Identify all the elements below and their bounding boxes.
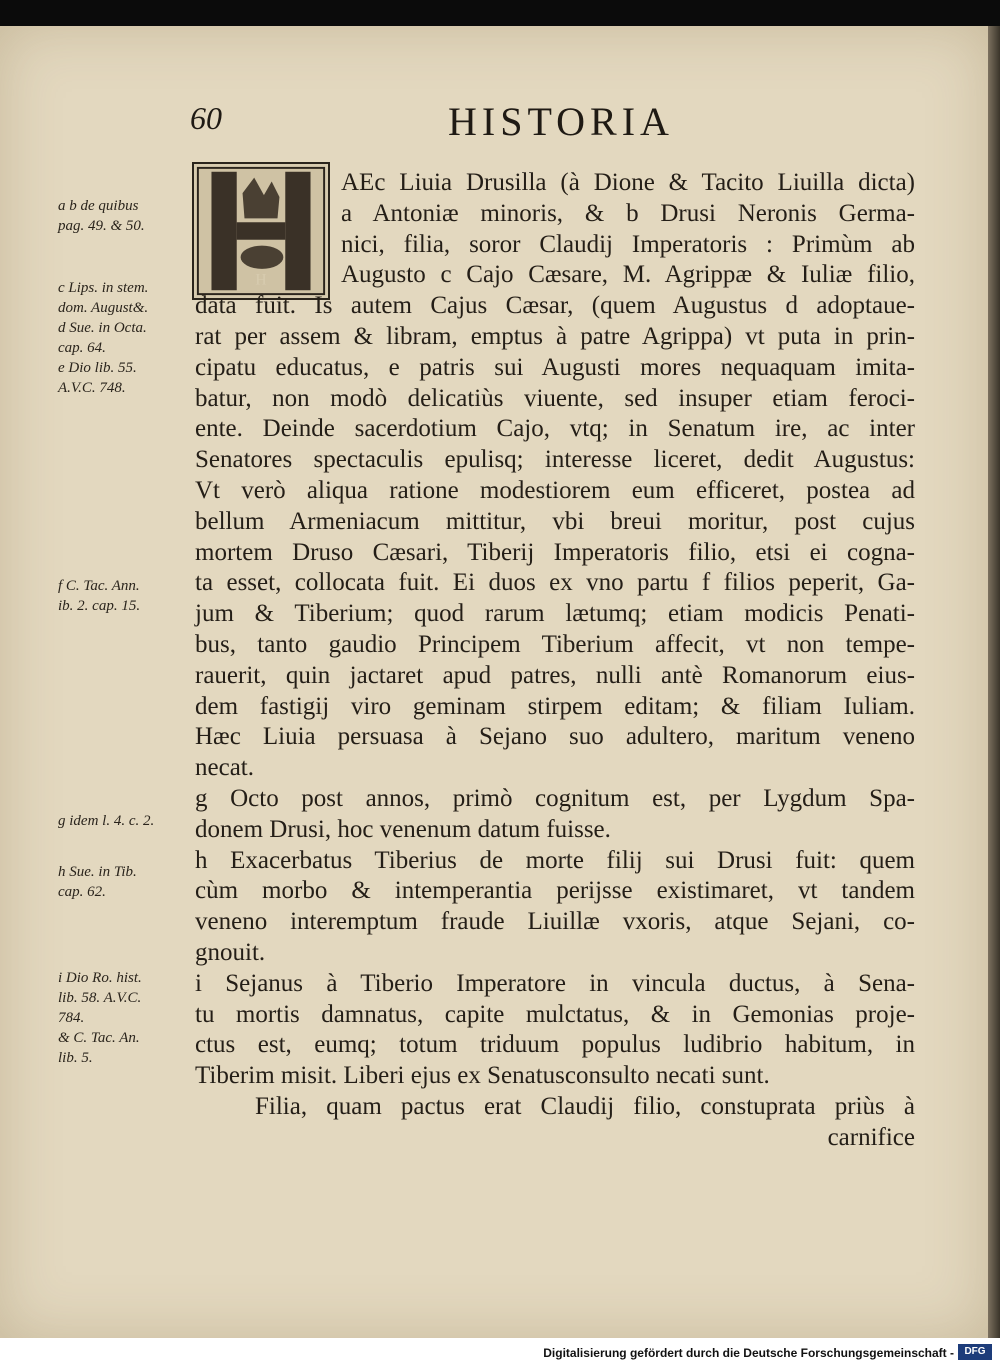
margin-note-line: i Dio Ro. hist. [58, 970, 142, 986]
book-spine [988, 26, 1000, 1338]
text-line: batur, non modò delicatiùs viuente, sed insuper etiam feroci- [195, 384, 915, 412]
text-line: Filia, quam pactus erat Claudij filio, constuprata priùs à [255, 1092, 915, 1120]
margin-note-line: cap. 62. [58, 884, 106, 900]
text-line: data fuit. Is autem Cajus Cæsar, (quem Augustus d adoptaue- [195, 292, 915, 320]
margin-note [58, 196, 190, 236]
text-line: a Antoniæ minoris, & b Drusi Neronis Germa- [341, 199, 915, 227]
text-line: veneno interemptum fraude Liuillæ vxoris, atque Sejani, co- [195, 908, 915, 936]
text-line: donem Drusi, hoc venenum datum fuisse. [195, 815, 611, 843]
text-line: ctus est, eumq; totum triduum populus ludibrio habitum, in [195, 1031, 915, 1059]
margin-note [58, 576, 190, 616]
text-line: cipatu educatus, e patris sui Augusti mores nequaquam imita- [195, 353, 915, 381]
margin-note-line: A.V.C. 748. [58, 380, 126, 396]
margin-note-line: a b de quibus [58, 198, 139, 214]
margin-note-line: cap. 64. [58, 340, 106, 356]
margin-note-line: d Sue. in Octa. [58, 320, 147, 336]
funding-credit: Digitalisierung gefördert durch die Deutsche Forschungsgemeinschaft - [543, 1346, 954, 1360]
margin-note-line: & C. Tac. An. [58, 1030, 140, 1046]
text-line: necat. [195, 754, 254, 782]
text-line: AEc Liuia Drusilla (à Dione & Tacito Liuilla dicta) [341, 169, 915, 196]
text-line: rat per assem & libram, emptus à patre Agrippa) vt puta in prin- [195, 322, 915, 350]
main-text [195, 168, 915, 1154]
text-line: bus, tanto gaudio Principem Tiberium affecit, vt non tempe- [195, 630, 915, 658]
text-line: gnouit. [195, 938, 266, 966]
margin-note [58, 862, 190, 902]
margin-note-line: ib. 2. cap. 15. [58, 598, 141, 614]
footer-bar [0, 1338, 1000, 1367]
text-line: Senatores spectaculis epulisq; interesse liceret, dedit Augustus: [195, 446, 915, 474]
text-line: i Sejanus à Tiberio Imperatore in vincula ductus, à Sena- [195, 969, 915, 997]
margin-note [58, 811, 190, 831]
margin-note-line: pag. 49. & 50. [58, 218, 145, 234]
text-line: ente. Deinde sacerdotium Cajo, vtq; in Senatum ire, ac inter [195, 415, 915, 443]
margin-note-line: f C. Tac. Ann. [58, 578, 140, 594]
text-line: h Exacerbatus Tiberius de morte filij sui Drusi fuit: quem [195, 846, 915, 874]
text-line: nici, filia, soror Claudij Imperatoris : Primùm ab [341, 230, 915, 258]
text-line: Augusto c Cajo Cæsare, M. Agrippæ & Iuliæ filio, [341, 261, 915, 289]
margin-note [58, 278, 190, 398]
margin-note [58, 968, 190, 1068]
text-line: jum & Tiberium; quod rarum lætumq; etiam modicis Penati- [195, 600, 915, 628]
dfg-logo: DFG [958, 1344, 992, 1360]
margin-note-line: lib. 58. A.V.C. [58, 990, 142, 1006]
text-line: cùm morbo & intemperantia perijsse existimaret, vt tandem [195, 877, 915, 905]
text-line: carnifice [827, 1123, 915, 1151]
book-page [0, 26, 988, 1338]
svg-text:H: H [255, 271, 267, 289]
margin-note-line: 784. [58, 1010, 85, 1026]
running-title: HISTORIA [448, 99, 674, 144]
text-line: rauerit, quin jactaret apud patres, nulli antè Romanorum eius- [195, 661, 915, 689]
margin-note-line: dom. August&. [58, 300, 149, 316]
text-line: g Octo post annos, primò cognitum est, per Lygdum Spa- [195, 784, 915, 812]
margin-note-line: lib. 5. [58, 1050, 93, 1066]
text-line: mortem Druso Cæsari, Tiberij Imperatoris filio, etsi ei cogna- [195, 538, 915, 566]
margin-note-line: e Dio lib. 55. [58, 360, 137, 376]
text-line: ta esset, collocata fuit. Ei duos ex vno partu f filios peperit, Ga- [195, 569, 915, 597]
text-line: bellum Armeniacum mittitur, vbi breui moritur, post cujus [195, 507, 915, 535]
margin-note-line: c Lips. in stem. [58, 280, 149, 296]
page-number: 60 [190, 100, 222, 136]
margin-note-line: g idem l. 4. c. 2. [58, 813, 155, 829]
text-line: dem fastigij viro geminam stirpem editam; & filiam Iuliam. [195, 692, 915, 720]
text-line: Tiberim misit. Liberi ejus ex Senatusconsulto necati sunt. [195, 1062, 770, 1090]
text-line: Hæc Liuia persuasa à Sejano suo adultero, maritum veneno [195, 723, 915, 751]
text-line: Vt verò aliqua ratione modestiorem eum efficeret, postea ad [195, 476, 915, 504]
margin-note-line: h Sue. in Tib. [58, 864, 137, 880]
text-line: tu mortis damnatus, capite mulctatus, & in Gemonias proje- [195, 1000, 915, 1028]
